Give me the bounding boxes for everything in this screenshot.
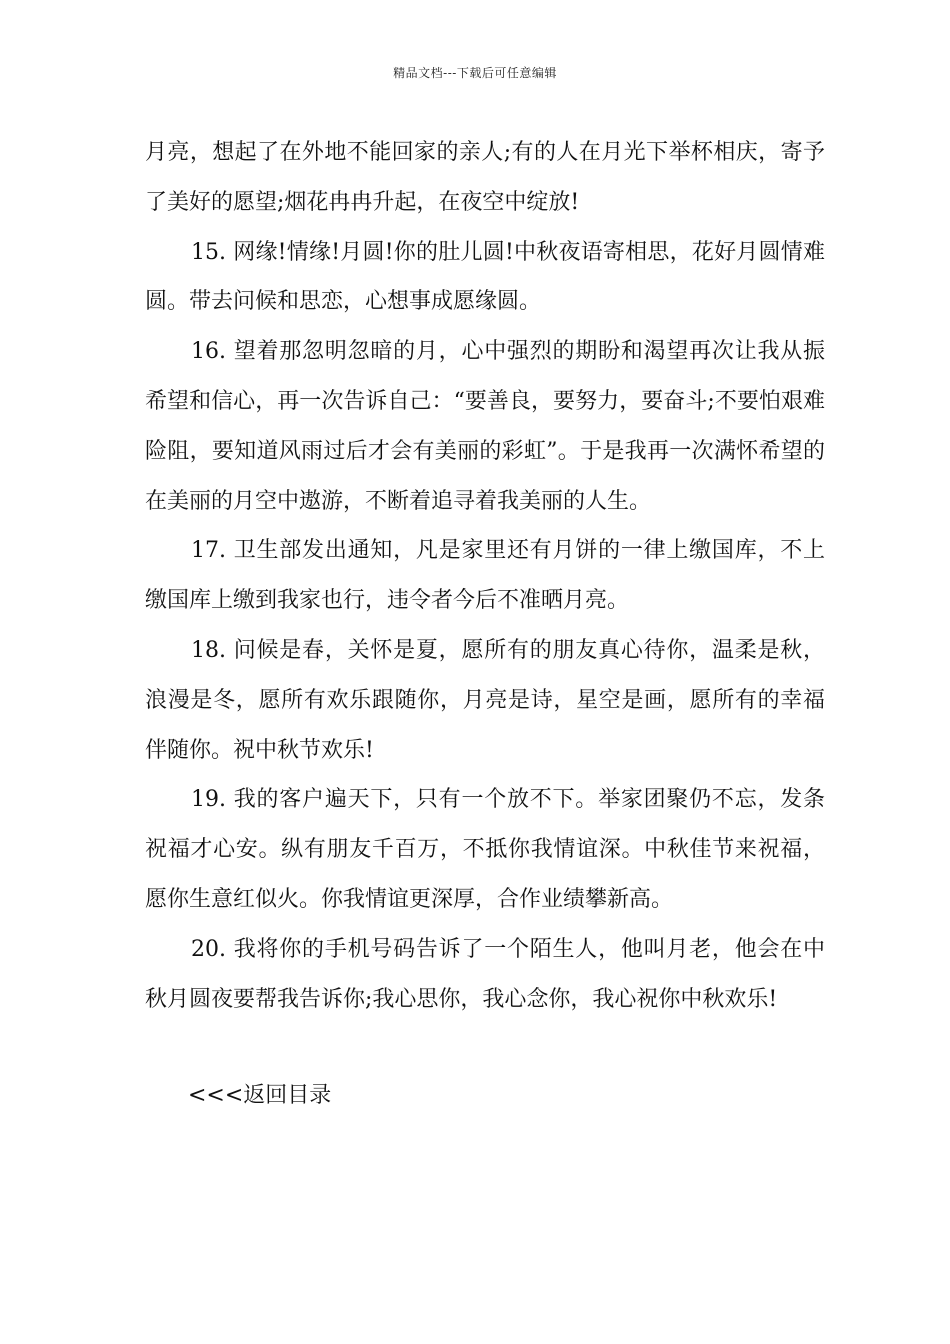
back-to-contents-link[interactable]: <<<返回目录	[188, 1083, 332, 1108]
paragraph-continuation: 月亮，想起了在外地不能回家的亲人;有的人在月光下举杯相庆，寄予了美好的愿望;烟花冉冉升起，在夜空中绽放!	[145, 140, 825, 215]
page-header: 精品文档---下载后可任意编辑	[393, 66, 557, 80]
document-body	[145, 128, 825, 1024]
paragraph-item-15: 15. 网缘!情缘!月圆!你的肚儿圆!中秋夜语寄相思，花好月圆情难圆。带去问候和思恋，心想事成愿缘圆。	[145, 239, 825, 315]
paragraph-item-20: 20. 我将你的手机号码告诉了一个陌生人，他叫月老，他会在中秋月圆夜要帮我告诉你;我心思你，我心念你，我心祝你中秋欢乐!	[145, 936, 825, 1012]
paragraph-item-19: 19. 我的客户遍天下，只有一个放不下。举家团聚仍不忘，发条祝福才心安。纵有朋友千百万，不抵你我情谊深。中秋佳节来祝福，愿你生意红似火。你我情谊更深厚，合作业绩攀新高。	[145, 787, 825, 912]
paragraph-item-17: 17. 卫生部发出通知，凡是家里还有月饼的一律上缴国库，不上缴国库上缴到我家也行，违令者今后不准晒月亮。	[145, 538, 825, 614]
paragraph-item-16: 16. 望着那忽明忽暗的月，心中强烈的期盼和渴望再次让我从振希望和信心，再一次告诉自己：“要善良，要努力，要奋斗;不要怕艰难险阻，要知道风雨过后才会有美丽的彩虹”。于是我再一次满怀希望的在美丽的月空中遨游，不断着追寻着我美丽的人生。	[145, 339, 825, 514]
paragraph-item-18: 18. 问候是春，关怀是夏，愿所有的朋友真心待你，温柔是秋，浪漫是冬，愿所有欢乐跟随你，月亮是诗，星空是画，愿所有的幸福伴随你。祝中秋节欢乐!	[145, 637, 825, 763]
